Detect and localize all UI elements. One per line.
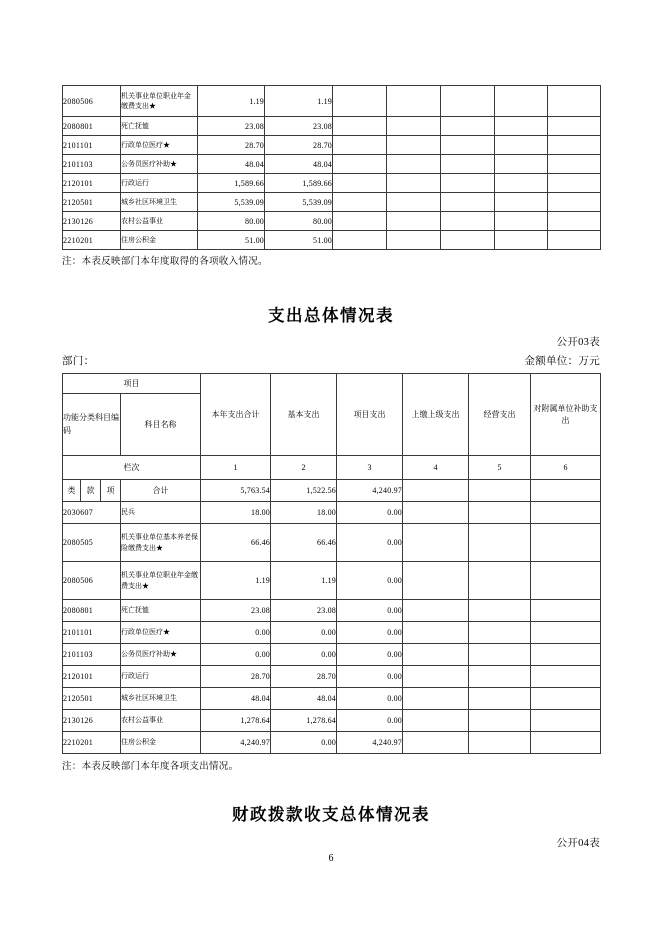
table-row	[63, 688, 601, 710]
code-cell: 2120101	[63, 666, 121, 688]
header-total-expense: 本年支出合计	[201, 374, 271, 456]
amount-cell: 0.00	[271, 644, 337, 666]
code-cell: 2130126	[63, 710, 121, 732]
amount-cell: 0.00	[271, 732, 337, 754]
table-row	[63, 666, 601, 688]
amount-cell: 0.00	[201, 644, 271, 666]
column-index: 4	[403, 456, 469, 480]
header-project: 项目	[63, 374, 201, 394]
amount-cell: 1.19	[265, 86, 333, 117]
expenditure-table-note: 注：本表反映部门本年度各项支出情况。	[62, 762, 239, 772]
table-row	[63, 502, 601, 524]
total-label: 合计	[121, 480, 201, 502]
subject-name-cell: 死亡抚恤	[121, 117, 198, 136]
header-basic-expense: 基本支出	[271, 374, 337, 456]
table-row	[63, 193, 601, 212]
table-row	[63, 117, 601, 136]
code-cell: 2030607	[63, 502, 121, 524]
amount-cell: 80.00	[198, 212, 265, 231]
amount-cell: 4,240.97	[337, 480, 403, 502]
table-row	[63, 600, 601, 622]
code-cell: 2120501	[63, 193, 121, 212]
code-cell: 2101101	[63, 622, 121, 644]
table-row	[63, 86, 601, 117]
amount-cell: 51.00	[265, 231, 333, 250]
header-upturn-expense: 上缴上级支出	[403, 374, 469, 456]
code-cell: 2101103	[63, 644, 121, 666]
amount-cell: 80.00	[265, 212, 333, 231]
amount-cell: 4,240.97	[201, 732, 271, 754]
amount-cell: 1,589.66	[198, 174, 265, 193]
amount-cell: 5,539.09	[265, 193, 333, 212]
table-row	[63, 212, 601, 231]
amount-cell: 28.70	[201, 666, 271, 688]
table-number-label: 公开04表	[556, 838, 600, 849]
kuan-label: 款	[81, 480, 101, 502]
department-label: 部门：	[62, 356, 95, 367]
subject-name-cell: 行政运行	[121, 174, 198, 193]
subject-name-cell: 行政单位医疗★	[121, 136, 198, 155]
code-cell: 2080801	[63, 600, 121, 622]
amount-cell: 0.00	[337, 524, 403, 562]
amount-cell: 48.04	[265, 155, 333, 174]
amount-cell: 48.04	[271, 688, 337, 710]
code-cell: 2101103	[63, 155, 121, 174]
subject-name-cell: 民兵	[121, 502, 201, 524]
table-row	[63, 710, 601, 732]
subject-name-cell: 住房公积金	[121, 231, 198, 250]
amount-cell: 0.00	[337, 688, 403, 710]
amount-cell: 0.00	[337, 666, 403, 688]
amount-cell: 18.00	[271, 502, 337, 524]
income-table-note: 注：本表反映部门本年度取得的各项收入情况。	[62, 257, 268, 267]
amount-cell: 23.08	[271, 600, 337, 622]
amount-cell: 0.00	[337, 562, 403, 600]
amount-cell: 1.19	[198, 86, 265, 117]
table-row	[63, 524, 601, 562]
fiscal-appropriation-title: 财政拨款收支总体情况表	[232, 805, 430, 824]
lei-label: 类	[63, 480, 81, 502]
code-cell: 2080801	[63, 117, 121, 136]
amount-cell: 1,278.64	[201, 710, 271, 732]
table-meta-row	[62, 353, 600, 368]
amount-cell: 28.70	[265, 136, 333, 155]
table-row	[63, 562, 601, 600]
column-index: 5	[469, 456, 531, 480]
column-index: 1	[201, 456, 271, 480]
xiang-label: 项	[101, 480, 121, 502]
subject-name-cell: 行政单位医疗★	[121, 622, 201, 644]
amount-cell: 1.19	[271, 562, 337, 600]
code-cell: 2120101	[63, 174, 121, 193]
subject-name-cell: 城乡社区环境卫生	[121, 193, 198, 212]
expenditure-table-title: 支出总体情况表	[268, 306, 394, 325]
code-cell: 2120501	[63, 688, 121, 710]
amount-cell: 0.00	[337, 502, 403, 524]
header-row	[63, 374, 601, 394]
column-index: 2	[271, 456, 337, 480]
subject-name-cell: 机关事业单位基本养老保险缴费支出★	[121, 524, 201, 562]
amount-cell: 1,589.66	[265, 174, 333, 193]
code-cell: 2080506	[63, 562, 121, 600]
subject-name-cell: 农村公益事业	[121, 212, 198, 231]
subject-name-cell: 公务员医疗补助★	[121, 644, 201, 666]
table-row	[63, 622, 601, 644]
table-row	[63, 136, 601, 155]
amount-cell: 28.70	[198, 136, 265, 155]
code-cell: 2080506	[63, 86, 121, 117]
subject-name-cell: 农村公益事业	[121, 710, 201, 732]
amount-cell: 1,522.56	[271, 480, 337, 502]
amount-cell: 28.70	[271, 666, 337, 688]
subject-name-cell: 行政运行	[121, 666, 201, 688]
code-cell: 2130126	[63, 212, 121, 231]
amount-cell: 48.04	[198, 155, 265, 174]
column-index: 6	[531, 456, 601, 480]
amount-cell: 48.04	[201, 688, 271, 710]
amount-cell: 0.00	[271, 622, 337, 644]
column-index-row	[63, 456, 601, 480]
table-row	[63, 231, 601, 250]
amount-cell: 5,539.09	[198, 193, 265, 212]
table-row	[63, 155, 601, 174]
table-number-label: 公开03表	[556, 337, 600, 348]
subject-name-cell: 死亡抚恤	[121, 600, 201, 622]
table-row	[63, 644, 601, 666]
code-cell: 2080505	[63, 524, 121, 562]
subject-name-cell: 机关事业单位职业年金缴费支出★	[121, 562, 201, 600]
subject-name-cell: 住房公积金	[121, 732, 201, 754]
amount-cell: 4,240.97	[337, 732, 403, 754]
amount-cell: 0.00	[337, 600, 403, 622]
amount-cell: 23.08	[198, 117, 265, 136]
expenditure-summary-table	[62, 373, 601, 754]
subject-name-cell: 机关事业单位职业年金缴费支出★	[121, 86, 198, 117]
header-operating-expense: 经营支出	[469, 374, 531, 456]
amount-cell: 0.00	[337, 622, 403, 644]
column-index: 3	[337, 456, 403, 480]
code-cell: 2210201	[63, 231, 121, 250]
amount-cell: 5,763.54	[201, 480, 271, 502]
amount-cell: 66.46	[271, 524, 337, 562]
header-subsidy-expense: 对附属单位补助支出	[531, 374, 601, 456]
amount-cell: 0.00	[337, 644, 403, 666]
income-summary-table	[62, 85, 601, 250]
total-row	[63, 480, 601, 502]
subject-name-cell: 城乡社区环境卫生	[121, 688, 201, 710]
lanci-label: 栏次	[63, 456, 201, 480]
amount-cell: 0.00	[337, 710, 403, 732]
amount-cell: 51.00	[198, 231, 265, 250]
amount-cell: 18.00	[201, 502, 271, 524]
unit-label: 金额单位：万元	[524, 356, 600, 367]
amount-cell: 23.08	[201, 600, 271, 622]
header-project-expense: 项目支出	[337, 374, 403, 456]
amount-cell: 23.08	[265, 117, 333, 136]
amount-cell: 1.19	[201, 562, 271, 600]
amount-cell: 66.46	[201, 524, 271, 562]
header-subject-name: 科目名称	[121, 394, 201, 456]
amount-cell: 1,278.64	[271, 710, 337, 732]
code-cell: 2101101	[63, 136, 121, 155]
subject-name-cell: 公务员医疗补助★	[121, 155, 198, 174]
header-function-code: 功能分类科目编码	[63, 394, 121, 456]
page-number: 6	[328, 853, 334, 864]
table-row	[63, 174, 601, 193]
code-cell: 2210201	[63, 732, 121, 754]
table-row	[63, 732, 601, 754]
amount-cell: 0.00	[201, 622, 271, 644]
